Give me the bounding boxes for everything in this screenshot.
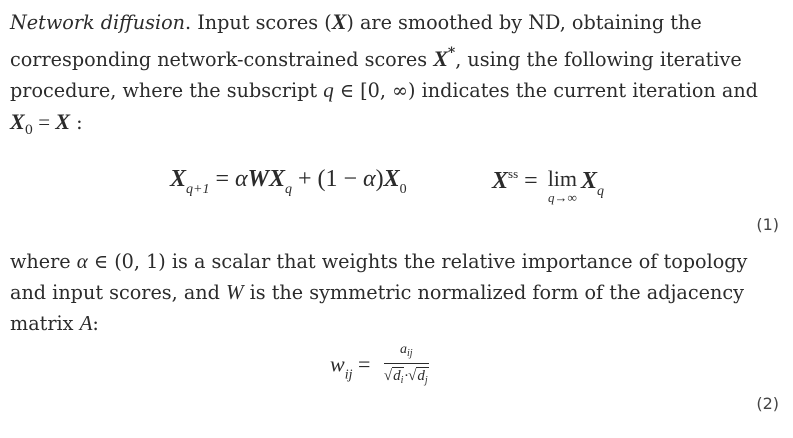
text: ) are smoothed by ND, obtaining the corresponding network-constrained scores <box>10 11 702 71</box>
eq1-X0: X <box>383 166 400 192</box>
symbol-A: A <box>79 311 93 335</box>
text: : <box>70 111 83 134</box>
symbol-q: q <box>323 78 334 102</box>
paragraph-alpha-definition <box>10 246 780 339</box>
eq1-equals: = <box>209 166 236 192</box>
lim-word: lim <box>547 166 578 191</box>
eq1-lhs-sub: q+1 <box>186 182 210 197</box>
text: . Input scores ( <box>185 11 332 34</box>
sqrt-d-j <box>416 367 428 384</box>
symbol-alpha: α <box>76 249 88 273</box>
equation-normalized-weight <box>330 342 429 391</box>
symbol-X0: X <box>10 109 25 134</box>
eq1-X: X <box>268 166 285 192</box>
eq1-X0-sub: 0 <box>399 182 407 197</box>
sqrt-d-i <box>392 367 404 384</box>
symbol-W: W <box>226 280 244 304</box>
eq2-lhs-sub: ij <box>344 367 353 383</box>
eq1-lhs-X: X <box>170 166 187 192</box>
eq1b-equals: = <box>518 168 544 194</box>
eq2-lhs-w: w <box>330 351 345 377</box>
text: , using the following iterative procedure, where the subscript <box>10 48 742 102</box>
num-sub: ij <box>407 348 413 359</box>
den-d1-sub: i <box>400 375 404 386</box>
text: = <box>32 110 56 134</box>
text: ∈ (0, 1) is a scalar that weights the relative importance of topology and input scores, and <box>10 250 748 304</box>
subscript-0: 0 <box>24 123 33 138</box>
equation-number-2: (2) <box>756 394 779 413</box>
eq1b-Xq-sub: q <box>597 184 605 199</box>
den-d2: d <box>417 368 425 384</box>
fraction-denominator: $√d_i\cdot√d_j$ <box>383 368 428 386</box>
paragraph-network-diffusion <box>10 6 780 146</box>
symbol-X-star: X <box>433 46 448 71</box>
eq1b-sup-ss: ss <box>508 166 519 181</box>
text: : <box>92 312 99 335</box>
eq1-alpha: α <box>235 166 248 192</box>
eq1-W: W <box>247 166 269 192</box>
eq2-equals: = <box>352 351 376 377</box>
text: ∈ [0, ∞) indicates the current iteration and <box>333 79 758 102</box>
equation-iterative-update <box>170 166 407 198</box>
equation-steady-state <box>492 166 604 204</box>
limit-operator <box>548 166 577 204</box>
text: where <box>10 250 77 273</box>
symbol-X: X <box>55 109 70 134</box>
num-a: a <box>400 342 407 357</box>
superscript-star: * <box>447 45 456 61</box>
eq1-alpha2: α <box>363 166 376 192</box>
fraction <box>384 342 429 391</box>
fraction-numerator <box>384 342 429 363</box>
equation-number-1: (1) <box>756 215 779 234</box>
den-d1: d <box>393 368 401 384</box>
eq1-X-sub: q <box>284 182 292 197</box>
term-network-diffusion: Network diffusion <box>10 11 185 34</box>
text: is the symmetric normalized form of the adjacency matrix <box>10 281 744 335</box>
eq1-close: ) <box>375 166 384 192</box>
eq1-plus: + (1 − <box>291 166 364 192</box>
den-d2-sub: j <box>424 375 428 386</box>
lim-under: q→∞ <box>547 190 577 205</box>
den-dot: · <box>404 368 409 384</box>
eq1b-X: X <box>492 168 509 194</box>
eq1b-Xq: X <box>581 168 598 194</box>
symbol-X: X <box>331 9 347 34</box>
